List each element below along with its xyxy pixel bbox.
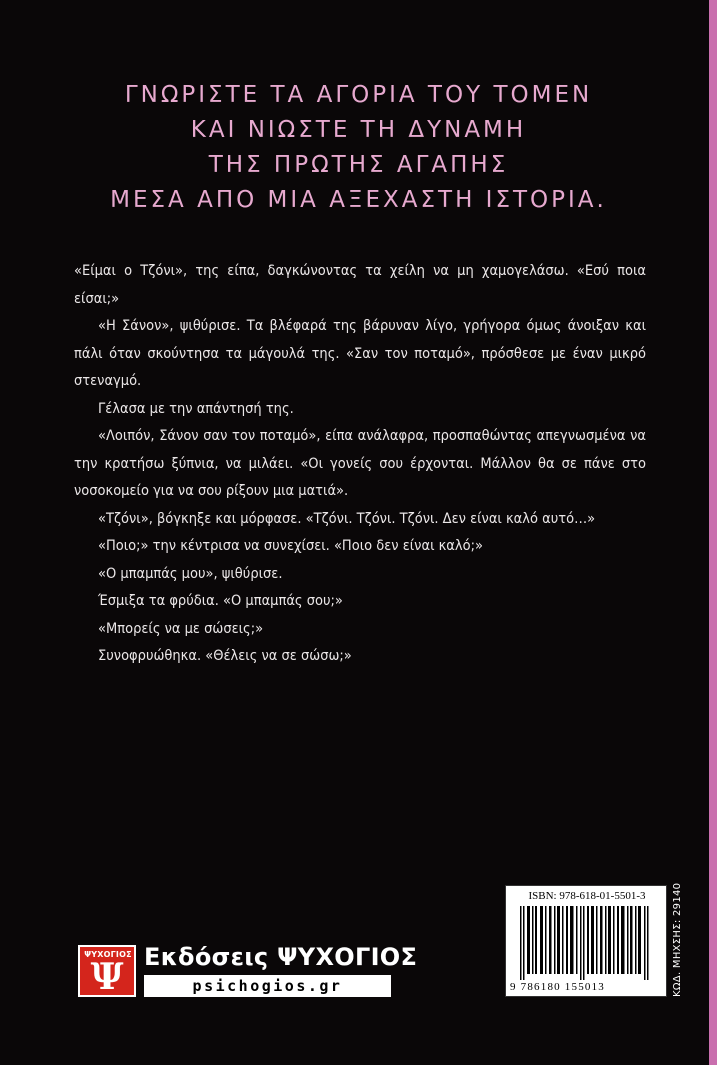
excerpt-paragraph: «Ποιο;» την κέντρισα να συνεχίσει. «Ποιο δεν είναι καλό;»: [98, 538, 483, 554]
excerpt-paragraph: «Μπορείς να με σώσεις;»: [98, 620, 264, 637]
barcode-icon: [516, 906, 658, 980]
publisher-name: Εκδόσεις ΨΥΧΟΓΙΟΣ: [144, 943, 418, 971]
excerpt-paragraph: «Η Σάνον», ψιθύρισε. Τα βλέφαρά της βάρυναν λίγο, γρήγορα όμως άνοιξαν και πάλι όταν σκούντησα τα μάγουλά της. «Σαν τον ποταμό», πρόσθεσε με έναν μικρό στεναγμό.: [74, 318, 646, 389]
isbn-label: ISBN: 978-618-01-5501-3: [528, 890, 646, 902]
headline-line: ΤΗΣ ΠΡΩΤΗΣ ΑΓΑΠΗΣ: [208, 152, 509, 178]
excerpt-paragraph: «Είμαι ο Τζόνι», της είπα, δαγκώνοντας τα χείλη να μη χαμογελάσω. «Εσύ ποια είσαι;»: [74, 263, 646, 307]
excerpt-paragraph: «Ο μπαμπάς μου», ψιθύρισε.: [98, 565, 283, 582]
publisher-url: psichogios.gr: [144, 975, 391, 997]
excerpt-paragraph: «Τζόνι», βόγκηξε και μόρφασε. «Τζόνι. Τζόνι. Τζόνι. Δεν είναι καλό αυτό…»: [98, 510, 596, 527]
excerpt-paragraph: «Λοιπόν, Σάνον σαν τον ποταμό», είπα ανάλαφρα, προσπαθώντας απεγνωσμένα να την κρατήσω ξύπνια, να μιλάει. «Οι γονείς σου έρχονται. Μάλλον θα σε πάνε στο νοσοκομείο για να σου ρίξουν μια ματιά».: [74, 428, 646, 499]
headline-line: ΜΕΣΑ ΑΠΟ ΜΙΑ ΑΞΕΧΑΣΤΗ ΙΣΤΟΡΙΑ.: [110, 187, 607, 213]
logo-wordmark: ΨΥΧΟΓΙΟΣ: [84, 950, 132, 959]
book-excerpt: [74, 258, 646, 671]
isbn-barcode: [505, 885, 667, 997]
publisher-logo: [78, 945, 136, 997]
excerpt-paragraph: Συνοφρυώθηκα. «Θέλεις να σε σώσω;»: [98, 648, 352, 664]
headline-tagline: [0, 78, 717, 218]
headline-line: ΓΝΩΡΙΣΤΕ ΤΑ ΑΓΟΡΙΑ ΤΟΥ ΤΟΜΕΝ: [124, 82, 593, 108]
psi-logo-icon: Ψ: [90, 956, 124, 998]
barcode-digits: 9 786180 155013: [510, 981, 605, 993]
product-code: ΚΩΔ. ΜΗΧΣΗΣ: 29140: [672, 882, 683, 997]
excerpt-paragraph: Γέλασα με την απάντησή της.: [98, 400, 294, 417]
excerpt-paragraph: Έσμιξα τα φρύδια. «Ο μπαμπάς σου;»: [98, 593, 343, 609]
headline-line: ΚΑΙ ΝΙΩΣΤΕ ΤΗ ΔΥΝΑΜΗ: [190, 117, 527, 143]
